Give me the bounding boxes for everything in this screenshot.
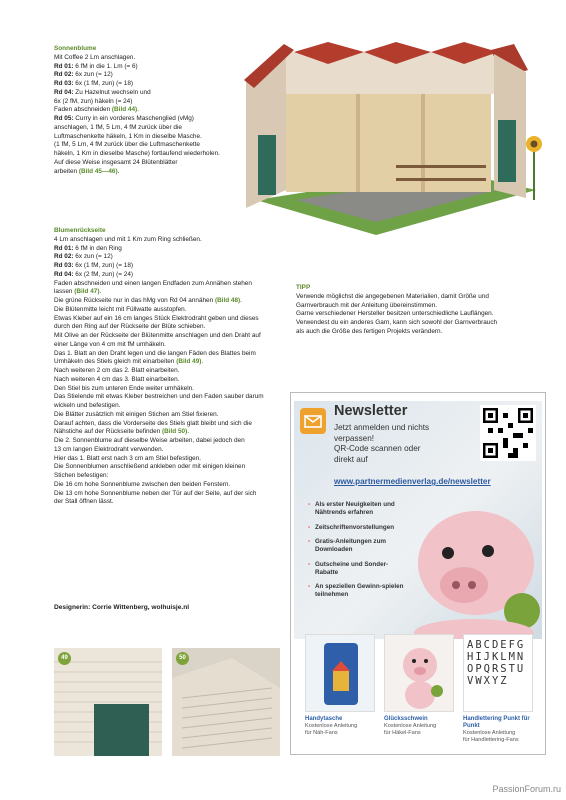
thumb-title: Handytasche <box>305 716 343 722</box>
thumb-sub: Kostenlose Anleitung <box>463 730 516 736</box>
text-line: Nach weiteren 2 cm das 2. Blatt einarbeiten. <box>54 367 180 374</box>
newsletter-ad[interactable] <box>290 392 546 755</box>
text-line: Darauf achten, dass die Vorderseite des Stiels glatt bleibt und sich die <box>54 419 252 427</box>
text-line: Garne verschiedener Hersteller besitzen unterschiedliche Lauflängen. <box>296 310 494 318</box>
text-line: Faden abschneiden (Bild 44). <box>54 106 139 114</box>
mail-icon <box>300 408 326 434</box>
text-line: Luftmaschenkette häkeln, 1 Km in dieselbe Masche. <box>54 132 202 140</box>
crochet-leaf-photo <box>172 648 280 756</box>
ad-banner <box>294 401 542 639</box>
text-line: Die 2. Sonnenblume auf dieselbe Weise arbeiten, dabei jedoch den <box>54 437 245 444</box>
photo-50 <box>172 648 280 756</box>
text-line: Den Stiel bis zum unteren Ende weiter umhäkeln. <box>54 384 194 392</box>
text-line: Verwendest du ein anderes Garn, kann sich sowohl der Garnverbrauch <box>296 319 498 326</box>
text-line: Verwende möglichst die angegebenen Materialien, damit Größe und <box>296 292 489 300</box>
text-line: Rd 03: 6x (1 fM, zun) (= 18) <box>54 80 134 87</box>
photo-49 <box>54 648 162 756</box>
thumb-image <box>305 634 375 712</box>
text-line: (1 fM, 5 Lm, 4 fM zurück über die Luftmaschenkette <box>54 141 200 149</box>
newsletter-title: Newsletter <box>334 403 408 419</box>
list-item: • An speziellen Gewinn-spielen teilnehmen <box>308 583 404 599</box>
tipp-box <box>296 284 546 337</box>
tipp-heading: TIPP <box>296 284 311 291</box>
text-line: 13 cm langen Elektrodraht verwenden. <box>54 445 164 453</box>
barn-photo <box>236 40 546 240</box>
text-line: Faden abschneiden und einen langen Endfaden zum Annähen stehen <box>54 279 252 287</box>
thumb-handytasche[interactable] <box>305 634 375 737</box>
crochet-pig-image <box>404 493 542 639</box>
photo-number-badge: 50 <box>176 652 189 665</box>
text-line: Nähstiche auf der Rückseite befinden (Bild 50). <box>54 428 189 436</box>
watermark: PassionForum.ru <box>492 784 561 794</box>
text-line: Die grüne Rückseite nur in das hMg von Rd 04 annähen (Bild 48). <box>54 297 242 304</box>
text-line: Die Blütenmitte leicht mit Füllwatte ausstopfen. <box>54 305 187 313</box>
text-line: Mit Coffee 2 Lm anschlagen. <box>54 53 136 61</box>
text-line: Garnverbrauch mit der Anleitung übereinstimmen. <box>296 301 438 309</box>
text-line: der Stall öffnen lässt. <box>54 498 114 506</box>
benefit-list <box>308 501 404 606</box>
section-heading: Sonnenblume <box>54 45 97 52</box>
text-line: Etwas Kleber auf ein 16 cm langes Stück Elektrodraht geben und dieses <box>54 314 259 322</box>
rueckseite-section <box>54 227 276 507</box>
text-line: Rd 02: 6x zun (= 12) <box>54 71 113 79</box>
text-line: Rd 04: Zu Hazelnut wechseln und <box>54 88 151 96</box>
designer-credit: Designerin: Corrie Wittenberg, wolhuisje.nl <box>54 604 190 611</box>
text-line: einer Länge von 4 cm mit fM umhäkeln. <box>54 340 166 348</box>
text-line: Rd 04: 6x (2 fM, zun) (= 24) <box>54 270 134 278</box>
thumb-sub: für Handlettering-Fans <box>463 736 519 743</box>
text-line: Rd 03: 6x (1 fM, zun) (= 18) <box>54 262 134 269</box>
thumb-sub: Kostenlose Anleitung <box>384 723 437 729</box>
text-line: Die 16 cm hohe Sonnenblume zwischen den beiden Fenstern. <box>54 480 231 488</box>
text-line: Die Sonnenblumen anschließend ankleben oder mit einigen kleinen <box>54 463 246 471</box>
text-line: Hier das 1. Blatt erst nach 3 cm am Stiel befestigen. <box>54 454 202 462</box>
text-line: Das 1. Blatt an den Draht legen und die langen Fäden des Blattes beim <box>54 349 256 357</box>
thumb-title: Glücksschwein <box>384 716 428 722</box>
lettering-alphabet: ABCDEFGHIJKLMNOPQRSTUVWXYZ <box>467 639 526 687</box>
text-line: durch den Ring auf der Rückseite der Blüte schieben. <box>54 323 206 331</box>
text-line: 6x (2 fM, zun) häkeln (= 24) <box>54 97 133 105</box>
newsletter-link[interactable]: www.partnermedienverlag.de/newsletter <box>334 477 491 486</box>
text-line: als auch die Größe des fertigen Projekts verändern. <box>296 327 443 335</box>
text-line: Rd 01: 6 fM in die 1. Lm (= 6) <box>54 62 138 70</box>
text-line: häkeln, 1 Km in dieselbe Masche) fortlaufend wiederholen. <box>54 150 220 157</box>
thumb-gluecksschwein[interactable] <box>384 634 454 737</box>
newsletter-text: Jetzt anmelden und nichts verpassen! QR-Code scannen oder direkt auf <box>334 423 430 464</box>
text-line: Rd 01: 6 fM in den Ring <box>54 244 122 252</box>
list-item: • Als erster Neuigkeiten und Nähtrends erfahren <box>308 501 404 517</box>
list-item: • Gutscheine und Sonder-Rabatte <box>308 561 404 577</box>
list-item: • Gratis-Anleitungen zum Downloaden <box>308 538 404 554</box>
text-line: Auf diese Weise insgesamt 24 Blütenblätter <box>54 158 178 166</box>
thumb-title: Handlettering Punkt für Punkt <box>463 716 530 729</box>
text-line: 4 Lm anschlagen und mit 1 Km zum Ring schließen. <box>54 235 202 243</box>
text-line: Stichen befestigen: <box>54 472 109 479</box>
list-item: • Zeitschriftenvorstellungen <box>308 524 404 532</box>
crochet-leaf-photo <box>54 648 162 756</box>
photo-number-badge: 49 <box>58 652 71 665</box>
qr-code[interactable] <box>480 405 536 461</box>
text-line: Die 13 cm hohe Sonnenblume neben der Tür auf der Seite, auf der sich <box>54 489 257 497</box>
text-line: Mit Olive an der Rückseite der Blütenmitte anschlagen und den Draht auf <box>54 332 261 339</box>
text-line: Nach weiteren 4 cm das 3. Blatt einarbeiten. <box>54 375 180 383</box>
text-line: anschlagen, 1 fM, 5 Lm, 4 fM zurück über die <box>54 123 182 131</box>
text-line: lassen (Bild 47). <box>54 288 102 296</box>
text-line: arbeiten (Bild 45—46). <box>54 167 120 175</box>
text-line: Die Blätter zusätzlich mit einigen Stichen am Stiel fixieren. <box>54 410 219 418</box>
text-line: Umhäkeln des Stiels gleich mit einarbeiten (Bild 49). <box>54 358 204 366</box>
thumb-image <box>463 634 533 712</box>
thumb-sub: Kostenlose Anleitung <box>305 723 358 729</box>
text-line: Rd 05: Curry in ein vorderes Maschenglied (vMg) <box>54 115 194 122</box>
thumb-sub: für Häkel-Fans <box>384 729 421 736</box>
text-line: Das Stielende mit etwas Kleber bestreichen und den Faden sauber darum <box>54 393 264 401</box>
thumb-handlettering[interactable] <box>463 634 533 744</box>
thumb-image <box>384 634 454 712</box>
thumb-sub: für Näh-Fans <box>305 729 338 736</box>
text-line: Rd 02: 6x zun (= 12) <box>54 253 113 261</box>
text-line: wickeln und befestigen. <box>54 402 121 409</box>
section-heading: Blumenrückseite <box>54 227 106 234</box>
